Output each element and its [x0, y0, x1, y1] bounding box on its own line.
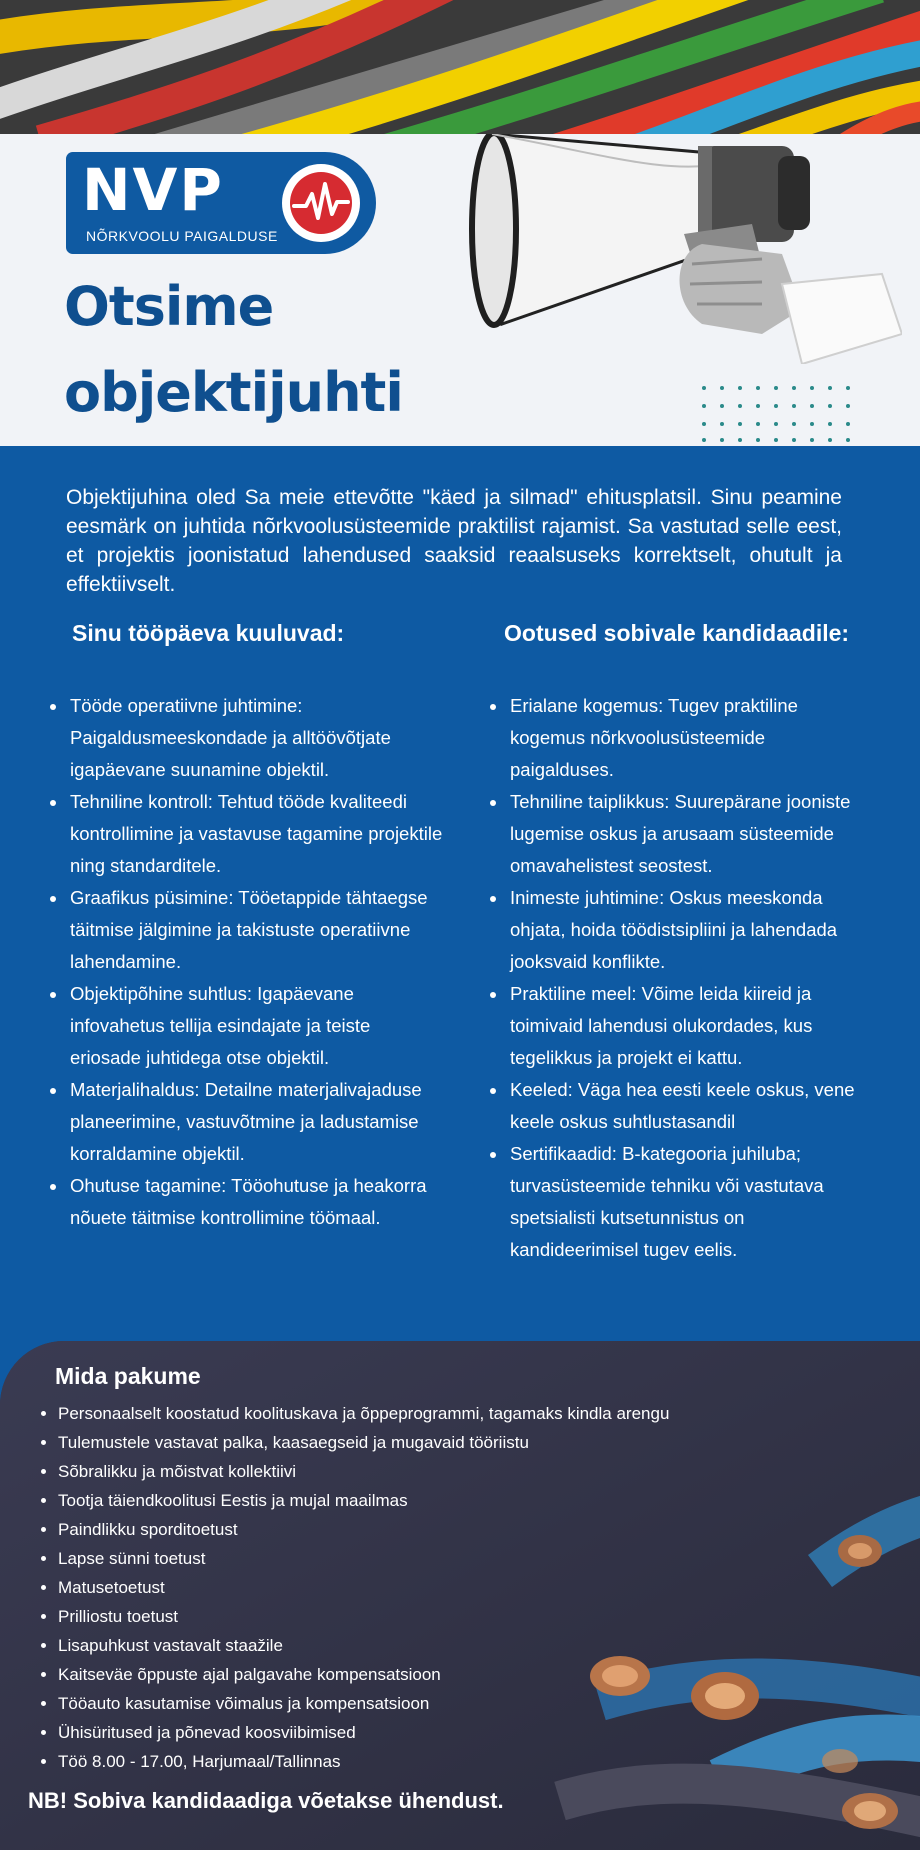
- duties-list: [44, 690, 444, 1234]
- list-item: • Tootja täiendkoolitusi Eestis ja mujal maailmas: [58, 1486, 818, 1515]
- title-line-2: objektijuhti: [64, 361, 403, 424]
- list-item: • Sõbralikku ja mõistvat kollektiivi: [58, 1457, 818, 1486]
- header-section: [0, 134, 920, 446]
- list-item: • Paindlikku sporditoetust: [58, 1515, 818, 1544]
- contact-note: NB! Sobiva kandidaadiga võetakse ühendust.: [28, 1788, 504, 1813]
- intro-paragraph: Objektijuhina oled Sa meie ettevõtte "käed ja silmad" ehitusplatsil. Sinu peamine eesmärk on juhtida nõrkvoolusüsteemide praktilist rajamist. Sa vastutad selle eest, et projektis joonistatud lahendused saaksid reaalsuseks korrektselt, ohutult ja effektiivselt.: [66, 486, 842, 596]
- expectations-section: [484, 616, 874, 1266]
- company-logo: [66, 152, 376, 254]
- megaphone-icon: [462, 134, 902, 364]
- list-item: • Ühisüritused ja põnevad koosviibimised: [58, 1718, 818, 1747]
- duties-heading: Sinu tööpäeva kuuluvad:: [72, 620, 345, 646]
- logo-name: NVP: [82, 156, 224, 224]
- list-item: • Lisapuhkust vastavalt staažile: [58, 1631, 818, 1660]
- offer-list: [32, 1399, 818, 1776]
- list-item: • Objektipõhine suhtlus: Igapäevane infovahetus tellija esindajate ja teiste eriosade juhtidega otse objektil.: [68, 978, 444, 1074]
- pulse-icon: [282, 164, 360, 242]
- decorative-dots: [700, 384, 880, 444]
- logo-subtitle: NÕRKVOOLU PAIGALDUSE: [86, 228, 278, 244]
- list-item: • Graafikus püsimine: Tööetappide tähtaegse täitmise jälgimine ja takistuste operatiivne lahendamine.: [68, 882, 444, 978]
- list-item: • Personaalselt koostatud koolituskava ja õppeprogrammi, tagamaks kindla arengu: [58, 1399, 818, 1428]
- list-item: • Prilliostu toetust: [58, 1602, 818, 1631]
- offer-section: [0, 1341, 920, 1850]
- list-item: • Töö 8.00 - 17.00, Harjumaal/Tallinnas: [58, 1747, 818, 1776]
- list-item: • Matusetoetust: [58, 1573, 818, 1602]
- list-item: • Tehniline taiplikkus: Suurepärane jooniste lugemise oskus ja arusaam süsteemide omavahelistest seostest.: [508, 786, 874, 882]
- duties-section: [44, 616, 444, 1234]
- list-item: • Materjalihaldus: Detailne materjalivajaduse planeerimine, vastuvõtmine ja ladustamise korraldamine objektil.: [68, 1074, 444, 1170]
- list-item: • Ohutuse tagamine: Tööohutuse ja heakorra nõuete täitmise kontrollimine töömaal.: [68, 1170, 444, 1234]
- title-line-1: Otsime: [64, 275, 274, 338]
- offer-heading: Mida pakume: [55, 1363, 201, 1389]
- page-title: [64, 264, 484, 436]
- list-item: • Praktiline meel: Võime leida kiireid ja toimivaid lahendusi olukordades, kus tegelikkus ja projekt ei kattu.: [508, 978, 874, 1074]
- list-item: • Tehniline kontroll: Tehtud tööde kvaliteedi kontrollimine ja vastavuse tagamine projektile ning standarditele.: [68, 786, 444, 882]
- list-item: • Inimeste juhtimine: Oskus meeskonda ohjata, hoida töödistsipliini ja lahendada jooksvaid konflikte.: [508, 882, 874, 978]
- cables-banner-image: [0, 0, 920, 134]
- list-item: • Lapse sünni toetust: [58, 1544, 818, 1573]
- list-item: • Kaitseväe õppuste ajal palgavahe kompensatsioon: [58, 1660, 818, 1689]
- expectations-list: [484, 690, 874, 1266]
- expectations-heading: Ootused sobivale kandidaadile:: [504, 620, 850, 646]
- list-item: • Tööde operatiivne juhtimine: Paigaldusmeeskondade ja alltöövõtjate igapäevane suunamine objektil.: [68, 690, 444, 786]
- list-item: • Tulemustele vastavat palka, kaasaegseid ja mugavaid tööriistu: [58, 1428, 818, 1457]
- list-item: • Keeled: Väga hea eesti keele oskus, vene keele oskus suhtlustasandil: [508, 1074, 874, 1138]
- list-item: • Tööauto kasutamise võimalus ja kompensatsioon: [58, 1689, 818, 1718]
- list-item: • Erialane kogemus: Tugev praktiline kogemus nõrkvoolusüsteemide paigalduses.: [508, 690, 874, 786]
- list-item: • Sertifikaadid: B-kategooria juhiluba; turvasüsteemide tehniku või vastutava spetsialisti kutsetunnistus on kandideerimisel tugev eelis.: [508, 1138, 874, 1266]
